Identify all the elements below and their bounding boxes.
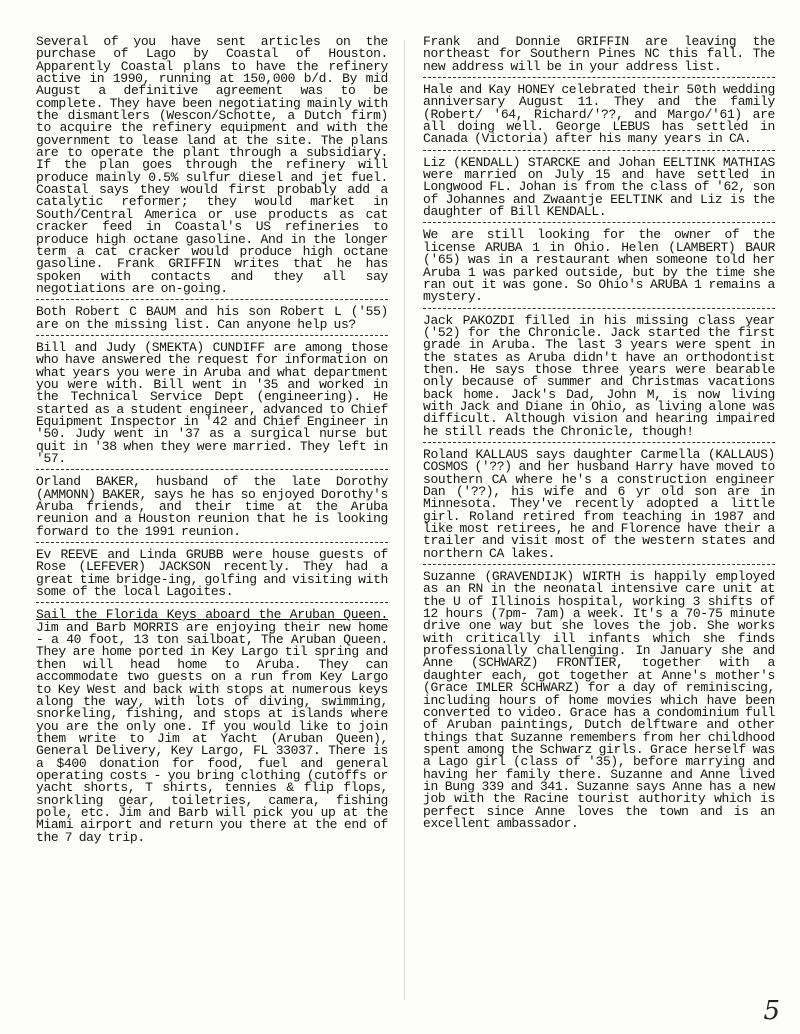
article-baker: Orland BAKER, husband of the late Dorothy (AMMONN) BAKER, says he has so enjoyed Dorothy's Aruba friends, and their time at the Aruba reunion and a Houston reunion that he is looking forward to the 1991 reunion. (36, 474, 388, 539)
separator (36, 335, 388, 336)
article-aruban-queen (36, 609, 388, 844)
separator (423, 442, 775, 443)
article-heading: Sail the Florida Keys aboard the Aruban Queen. (36, 607, 388, 623)
article-lago-coastal: Several of you have sent articles on the purchase of Lago by Coastal of Houston. Apparently Coastal plans to have the refinery active in 1990, running at 150,000 b/d. By mid August a definitive agreement was to be complete. They have been negotiating mainly with the dismantlers (Wescon/Schotte, a Dutch firm) to acquire the refinery equipment and with the government to lease land at the site. The plans are to operate the plant through a subsidiary. If the plan goes through the refinery will produce mainly 0.5% sulfur diesel and jet fuel. Coastal says they would first probably add a catalytic reformer; they would market in South/Central America or use products as cat cracker feed in Coastal's US refineries to produce high octane gasoline. And in the longer term a cat cracker would produce high octane gasoline. Frank GRIFFIN writes that he has spoken with contacts and they all say negotiations are on-going. (36, 34, 388, 296)
article-pakozdi: Jack PAKOZDI filled in his missing class year ('52) for the Chronicle. Jack started the first grade in Aruba. The last 3 years were spent in the states as Aruba didn't have an orthodontist then. He says those three years were bearable only because of summer and Christmas vacations back home. Jack's Dad, John M, is now living with Jack and Diane in Ohio, as living alone was difficult. Although vision and hearing impaired he still reads the Chronicle, though! (423, 312, 775, 439)
article-wirth: Suzanne (GRAVENDIJK) WIRTH is happily employed as an RN in the neonatal intensive care unit at the U of Illinois hospital, working 3 shifts of 12 hours (7pm- 7am) a week. It's a 70-75 minute drive one way but she loves the job. She works with critically ill infants which she finds professionally challenging. In January she and Anne (SCHWARZ) FRONTIER, together with a daughter each, got together at Anne's mother's (Grace IMLER SCHWARZ) for a day of reminiscing, including hours of home movies which have been converted to video. Grace has a condominium full of Aruban paintings, Dutch delftware and other things that Suzanne remembers from her childhood spent among the Schwarz girls. Grace herself was a Lago girl (class of '35), before marrying and having her family there. Suzanne and Anne lived in Bung 339 and 341. Suzanne says Anne has a new job with the Racine tourist authority which is perfect since Anne loves the town and is an excellent ambassador. (423, 569, 775, 831)
separator (423, 77, 775, 78)
separator (423, 150, 775, 151)
right-column (423, 36, 775, 834)
article-starcke-eeltink: Liz (KENDALL) STARCKE and Johan EELTINK MATHIAS were married on July 15 and have settled in Longwood FL. Johan is from the class of '62, son of Johannes and Zwaantje EELTINK and Liz is the daughter of Bill KENDALL. (423, 154, 775, 220)
separator (36, 602, 388, 603)
article-reeve-grubb: Ev REEVE and Linda GRUBB were house guests of Rose (LEFEVER) JACKSON recently. They had a great time bridge-ing, golfing and visiting with some of the local Lagoites. (36, 547, 388, 600)
article-baum: Both Robert C BAUM and his son Robert L ('55) are on the missing list. Can anyone help us? (36, 304, 388, 332)
article-honey: Hale and Kay HONEY celebrated their 50th wedding anniversary August 11. They and the family (Robert/ '64, Richard/'??, and Margo/'61) are all doing well. George LEBUS has settled in Canada (Victoria) after his many years in CA. (423, 82, 775, 147)
separator (36, 542, 388, 543)
separator (36, 299, 388, 300)
article-aruba-1: We are still looking for the owner of the license ARUBA 1 in Ohio. Helen (LAMBERT) BAUR ('65) was in a restaurant when someone told her Aruba 1 was parked outside, but by the time she ran out it was gone. So Ohio's ARUBA 1 remains a mystery. (423, 227, 775, 305)
left-column (36, 36, 388, 848)
separator (423, 308, 775, 309)
page-number: 5 (763, 996, 780, 1026)
column-gutter (404, 40, 405, 1000)
separator (423, 222, 775, 223)
article-griffin: Frank and Donnie GRIFFIN are leaving the northeast for Southern Pines NC this fall. The new address will be in your address list. (423, 34, 775, 74)
article-cundiff: Bill and Judy (SMEKTA) CUNDIFF are among those who have answered the request for information on what years you were in Aruba and what department you were with. Bill went in '35 and worked in the Technical Service Dept (engineering). He started as a student engineer, advanced to Chief Equipment Inspector in '42 and Chief Engineer in '50. Judy went in '37 as a surgical nurse but quit in '38 when they were married. They left in '57. (36, 339, 388, 466)
article-body: Jim and Barb MORRIS are enjoying their new home - a 40 foot, 13 ton sailboat, The Aruban Queen. They are home ported in Key Largo til spring and then will head home to Aruba. They can accommodate two guests on a run from Key Largo to Key West and back with stops at numerous keys along the way, with lots of diving, swimming, snorkeling, fishing, and stops at islands where you are the only one. If you would like to join them write to Jim at Yacht (Aruban Queen), General Delivery, Key Largo, FL 33037. There is a $400 donation for food, fuel and general operating costs - you bring clothing (cutoffs or yacht shorts, T shirts, tennies & flip flops, snorkling gear, toiletries, camera, fishing pole, etc. Jim and Barb will pick you up at the Miami airport and return you there at the end of the 7 day trip. (36, 619, 388, 845)
separator (423, 564, 775, 565)
article-kallaus: Roland KALLAUS says daughter Carmella (KALLAUS) COSMOS ('??) and her husband Harry have moved to southern CA where he's a construction engineer Dan ('??), his wife and 6 yr old son are in Minnesota. They've recently adopted a little girl. Roland retired from teaching in 1987 and like most retirees, he and Florence have their a trailer and visit most of the western states and northern CA lakes. (423, 446, 775, 561)
separator (36, 469, 388, 470)
